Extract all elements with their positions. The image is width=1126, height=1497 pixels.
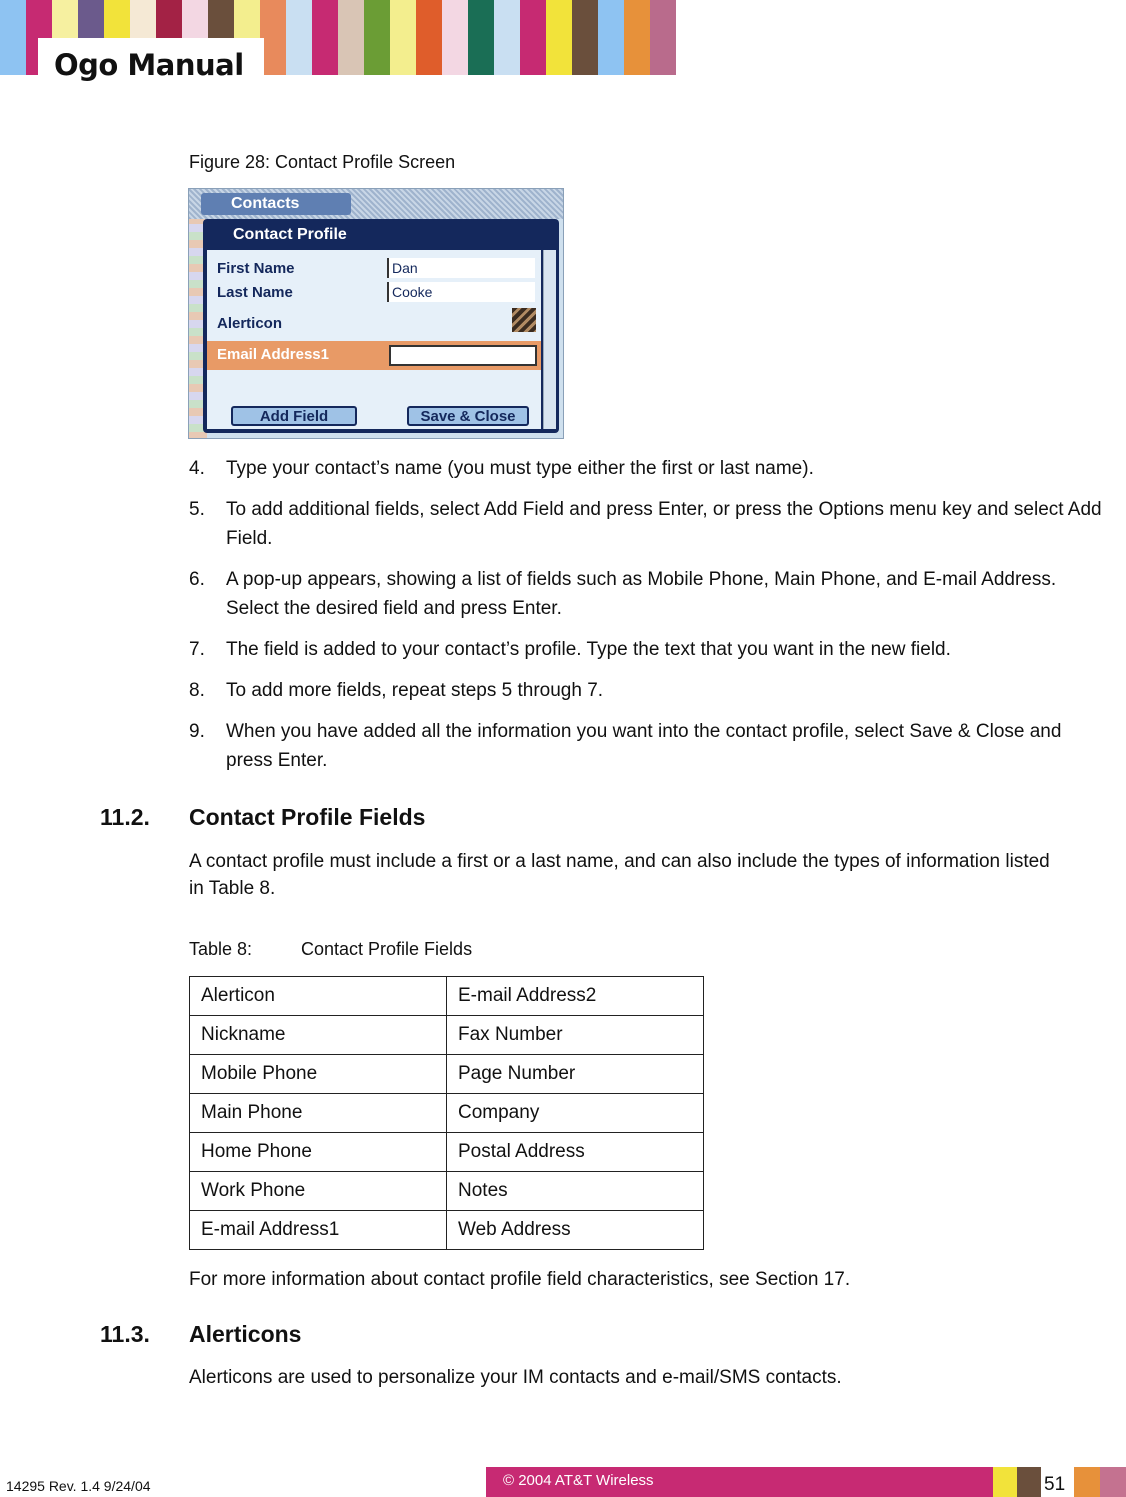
header-stripe: [0, 0, 26, 75]
section-heading-11-3: [100, 1321, 301, 1348]
copyright-text: © 2004 AT&T Wireless: [503, 1472, 654, 1489]
table-cell: Page Number: [447, 1055, 704, 1094]
table-row: [190, 977, 704, 1016]
table-cell: E-mail Address1: [190, 1211, 447, 1250]
step-text: The field is added to your contact’s profile. Type the text that you want in the new field.: [226, 639, 951, 660]
step-text: When you have added all the information you want into the contact profile, select Save & Close and press Enter.: [226, 721, 1062, 771]
table-cell: Web Address: [447, 1211, 704, 1250]
table-cell: E-mail Address2: [447, 977, 704, 1016]
header-stripe: [598, 0, 624, 75]
shot-alerticon-label: Alerticon: [217, 315, 283, 332]
shot-email-row: [207, 341, 541, 370]
shot-last-name-value: Cooke: [387, 282, 535, 302]
footer-swatch-pink: [1100, 1467, 1126, 1497]
table-row: [190, 1016, 704, 1055]
shot-save-close-button: Save & Close: [407, 406, 529, 426]
header-stripe: [338, 0, 364, 75]
section-heading-11-2: [100, 804, 425, 831]
footer-bar: [486, 1467, 993, 1497]
step-number: 8.: [189, 680, 205, 701]
brand-title: Ogo Manual: [54, 48, 244, 82]
step-text: To add additional fields, select Add Field and press Enter, or press the Options menu key and select Add Field.: [226, 499, 1102, 549]
brand-box: [38, 38, 264, 86]
contact-fields-table: [189, 976, 704, 1250]
step-number: 9.: [189, 721, 205, 742]
screenshot-dialog-title: Contact Profile: [233, 226, 347, 243]
list-item: [189, 717, 1104, 775]
header-stripe: [520, 0, 546, 75]
table-cell: Nickname: [190, 1016, 447, 1055]
header-stripe: [572, 0, 598, 75]
table-cell: Alerticon: [190, 977, 447, 1016]
shot-first-name-label: First Name: [217, 260, 295, 277]
footer-swatch-brown: [1017, 1467, 1041, 1497]
alerticons-text: Alerticons are used to personalize your IM contacts and e-mail/SMS contacts.: [189, 1367, 842, 1388]
table-row: [190, 1094, 704, 1133]
screenshot-contacts-tab: [201, 193, 351, 215]
screenshot-topbar: [189, 189, 564, 219]
step-number: 6.: [189, 569, 205, 590]
steps-list: [189, 454, 1104, 787]
table-followup-text: For more information about contact profile field characteristics, see Section 17.: [189, 1269, 851, 1290]
header-stripe: [546, 0, 572, 75]
screenshot-dialog: [203, 219, 559, 433]
table-row: [190, 1211, 704, 1250]
list-item: [189, 635, 1104, 664]
table-cell: Notes: [447, 1172, 704, 1211]
step-text: Type your contact’s name (you must type either the first or last name).: [226, 458, 814, 479]
document-id: 14295 Rev. 1.4 9/24/04: [6, 1478, 151, 1494]
header-stripe: [650, 0, 676, 75]
list-item: [189, 565, 1104, 623]
header-stripe: [468, 0, 494, 75]
section-number: 11.3.: [100, 1321, 150, 1347]
step-number: 7.: [189, 639, 205, 660]
step-number: 5.: [189, 499, 205, 520]
list-item: [189, 454, 1104, 483]
table-cell: Postal Address: [447, 1133, 704, 1172]
screenshot-form-panel: [207, 250, 541, 429]
table-row: [190, 1133, 704, 1172]
table-cell: Work Phone: [190, 1172, 447, 1211]
figure-caption: Figure 28: Contact Profile Screen: [189, 152, 456, 172]
shot-scrollbar: [543, 250, 556, 429]
section-number: 11.2.: [100, 804, 150, 830]
list-item: [189, 495, 1104, 553]
section-intro: A contact profile must include a first or a last name, and can also include the types of information listed in Table 8.: [189, 851, 1050, 899]
step-number: 4.: [189, 458, 205, 479]
table-row: [190, 1172, 704, 1211]
step-text: A pop-up appears, showing a list of fields such as Mobile Phone, Main Phone, and E-mail Address. Select the desired field and press Enter.: [226, 569, 1057, 619]
table-cell: Mobile Phone: [190, 1055, 447, 1094]
table-cell: Fax Number: [447, 1016, 704, 1055]
contact-profile-screenshot: [188, 188, 564, 439]
page-number: 51: [1044, 1474, 1066, 1495]
header-stripe: [312, 0, 338, 75]
table-title: Contact Profile Fields: [301, 939, 473, 959]
table-cell: Main Phone: [190, 1094, 447, 1133]
section-title: Contact Profile Fields: [189, 804, 426, 830]
table-row: [190, 1055, 704, 1094]
header-stripe: [364, 0, 390, 75]
header-stripe: [416, 0, 442, 75]
table-cell: Home Phone: [190, 1133, 447, 1172]
list-item: [189, 676, 1104, 705]
shot-email-input: [389, 345, 537, 366]
screenshot-contacts-title: Contacts: [231, 195, 300, 212]
shot-email-label: Email Address1: [217, 346, 329, 363]
header-stripe: [286, 0, 312, 75]
footer-swatch-yellow: [993, 1467, 1017, 1497]
table-caption: [189, 939, 472, 960]
step-text: To add more fields, repeat steps 5 through 7.: [226, 680, 604, 701]
header-stripe: [442, 0, 468, 75]
header-stripe: [494, 0, 520, 75]
section-title: Alerticons: [189, 1321, 302, 1347]
shot-alerticon-image: [512, 308, 536, 332]
shot-last-name-label: Last Name: [217, 284, 293, 301]
header-stripe: [624, 0, 650, 75]
footer-swatch-orange: [1074, 1467, 1100, 1497]
shot-first-name-value: Dan: [387, 258, 535, 278]
table-label: Table 8:: [189, 939, 253, 959]
shot-add-field-button: Add Field: [231, 406, 357, 426]
header-stripe: [390, 0, 416, 75]
table-cell: Company: [447, 1094, 704, 1133]
